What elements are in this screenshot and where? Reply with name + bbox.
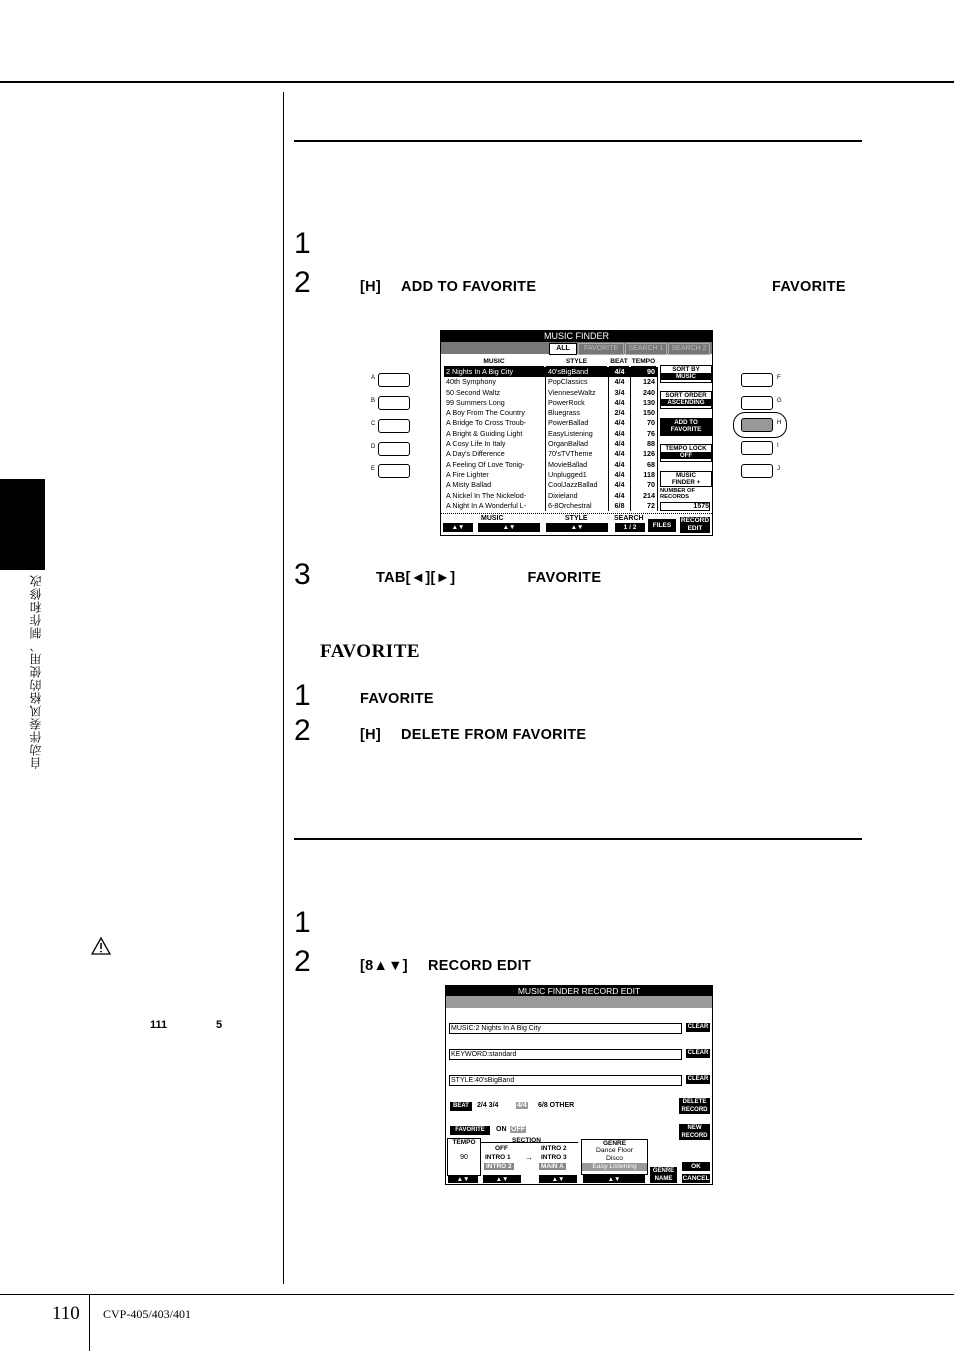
tempo-label: TEMPO [452, 1139, 476, 1146]
section-label: SECTION [512, 1137, 541, 1144]
list-item: 68 [647, 459, 655, 469]
col-header-style: STYLE [546, 358, 607, 367]
list-item: 4/4 [614, 439, 625, 449]
list-item: 214 [643, 490, 655, 500]
beat-label: BEAT [450, 1102, 472, 1111]
style-up-down[interactable]: ▲▼ [546, 523, 608, 532]
list-item[interactable]: 70'sTVTheme [548, 449, 593, 459]
screen-title: MUSIC FINDER RECORD EDIT [446, 986, 712, 996]
button-ref: RECORD EDIT [427, 958, 532, 974]
list-item: 2/4 [614, 408, 625, 418]
favorite-label: FAVORITE [450, 1126, 490, 1135]
list-item[interactable]: PowerBallad [548, 418, 589, 428]
hw-button-i[interactable] [741, 441, 773, 455]
hw-label: C [371, 421, 376, 427]
list-item[interactable]: A Night In A Wonderful L- [446, 500, 527, 510]
records-count: 1575 [660, 502, 710, 511]
genre-up-down[interactable]: ▲▼ [583, 1175, 645, 1183]
section-item[interactable]: INTRO 2 [541, 1145, 567, 1152]
genre-item: Disco [606, 1155, 623, 1162]
button-line: TEMPO LOCK [665, 445, 707, 452]
list-item: 4/4 [614, 469, 625, 479]
col-header-tempo: TEMPO [631, 358, 656, 365]
page-ref: 5 [216, 1019, 223, 1031]
model-name: CVP-405/403/401 [103, 1307, 192, 1321]
list-item: 4/4 [614, 449, 625, 459]
genre-item: Dance Floor [595, 1147, 634, 1154]
tempo-column [631, 367, 658, 511]
button-line: NAME [654, 1176, 673, 1182]
step-number: 1 [294, 679, 311, 712]
list-item: 4/4 [614, 480, 625, 490]
section2-rule [294, 838, 862, 840]
list-item: 4/4 [614, 459, 625, 469]
list-item: 88 [647, 439, 655, 449]
bottom-label-search: SEARCH [614, 515, 644, 522]
beat-column [609, 367, 631, 511]
list-item[interactable]: 40'sBigBand [546, 367, 608, 377]
music-up-down-1[interactable]: ▲▼ [443, 523, 473, 532]
list-item[interactable]: 40th Symphony [446, 377, 496, 387]
genre-name-button[interactable] [650, 1167, 677, 1183]
list-item: 70 [647, 480, 655, 490]
bottom-label-style: STYLE [565, 515, 588, 522]
chapter-tab [0, 479, 45, 570]
tab-bar [441, 342, 712, 354]
list-item[interactable]: OrganBallad [548, 439, 588, 449]
list-item: 118 [643, 469, 655, 479]
step-text [360, 727, 606, 743]
button-line: MUSIC [676, 472, 696, 479]
button-line: SORT ORDER [665, 392, 707, 399]
list-item[interactable]: 50 Second Waltz [446, 387, 501, 397]
button-ref: DELETE FROM FAVORITE [401, 727, 587, 743]
list-item[interactable]: EasyListening [548, 428, 593, 438]
genre-box[interactable] [581, 1139, 648, 1175]
beat-options[interactable]: 2/4 3/4 [477, 1102, 499, 1109]
list-item[interactable]: 6-8Orchestral [548, 500, 592, 510]
section-item[interactable]: MAIN A [541, 1163, 564, 1170]
hw-button-e[interactable] [378, 464, 410, 478]
list-item[interactable]: Dixieland [548, 490, 578, 500]
button-line: RECORD [681, 1133, 708, 1139]
music-finder-plus-button[interactable] [660, 471, 712, 487]
favorite-off[interactable]: OFF [511, 1126, 525, 1133]
keyword-field[interactable]: KEYWORD:standard [449, 1049, 682, 1060]
button-ref: FAVORITE [527, 570, 602, 586]
list-item[interactable]: A Feeling Of Love Tonig- [446, 459, 525, 469]
section-item[interactable]: OFF [495, 1145, 508, 1152]
section-up-down-1[interactable]: ▲▼ [483, 1175, 521, 1183]
favorite-on[interactable]: ON [496, 1126, 507, 1133]
hw-label: E [371, 466, 376, 472]
list-item: 240 [643, 387, 655, 397]
list-item: 124 [643, 377, 655, 387]
list-item[interactable]: A Misty Ballad [446, 480, 492, 490]
button-line: MUSIC [661, 373, 711, 380]
list-item: 4/4 [614, 418, 625, 428]
hw-label: B [371, 398, 376, 404]
add-to-favorite-button[interactable] [660, 418, 712, 436]
list-item[interactable]: 2 Nights In A Big City [444, 367, 545, 377]
step-text: FAVORITE [360, 691, 434, 707]
list-item: 76 [647, 428, 655, 438]
hw-button-g[interactable] [741, 396, 773, 410]
tempo-up-down[interactable]: ▲▼ [448, 1175, 478, 1183]
list-item: 150 [643, 408, 655, 418]
button-line: RECORD [681, 1107, 708, 1113]
section-item[interactable]: INTRO 3 [541, 1154, 567, 1161]
list-item: 4/4 [614, 490, 625, 500]
tab-search1[interactable]: SEARCH 1 [625, 343, 667, 355]
list-item[interactable]: PopClassics [548, 377, 588, 387]
hw-label: A [371, 375, 376, 381]
col-header-music: MUSIC [444, 358, 544, 367]
hw-button-h[interactable] [741, 418, 773, 432]
list-item: 90 [631, 367, 657, 377]
record-edit-screen [445, 985, 713, 1185]
hw-label: F [777, 375, 781, 381]
hw-button-c[interactable] [378, 419, 410, 433]
button-line: ASCENDING [661, 399, 711, 406]
tempo-box[interactable] [447, 1138, 481, 1176]
hw-button-b[interactable] [378, 396, 410, 410]
step-text [360, 958, 551, 974]
search-page[interactable]: 1 / 2 [615, 523, 645, 532]
step-number: 3 [294, 558, 311, 591]
genre-selected: Easy Listening [582, 1163, 647, 1171]
button-line: ADD TO [674, 419, 698, 426]
list-item[interactable]: 99 Summers Long [446, 397, 505, 407]
hw-button-f[interactable] [741, 373, 773, 387]
button-ref: [H] [360, 279, 382, 295]
hw-button-j[interactable] [741, 464, 773, 478]
hw-button-a[interactable] [378, 373, 410, 387]
tab-all[interactable]: ALL [549, 343, 577, 355]
clear-music-button[interactable]: CLEAR [687, 1024, 709, 1030]
list-item[interactable]: CoolJazzBallad [548, 480, 598, 490]
list-item: 126 [643, 449, 655, 459]
list-item: 4/4 [614, 428, 625, 438]
screen-title: MUSIC FINDER [441, 331, 712, 342]
button-line: GENRE [652, 1168, 675, 1174]
button-line: RECORD [680, 517, 710, 524]
button-ref: TAB[◄][►] [376, 570, 456, 586]
sort-by-button[interactable] [660, 365, 712, 383]
record-edit-button[interactable] [680, 517, 710, 533]
list-item[interactable]: VienneseWaltz [548, 387, 596, 397]
tempo-value: 90 [460, 1154, 468, 1161]
tab-search2[interactable]: SEARCH 2 [668, 343, 710, 355]
page-ref: 111 [150, 1019, 168, 1031]
list-item: 130 [643, 397, 655, 407]
list-item[interactable]: A Cosy Life In Italy [446, 439, 506, 449]
section1-rule [294, 140, 862, 142]
style-field[interactable]: STYLE:40'sBigBand [449, 1075, 682, 1086]
section-up-down-2[interactable]: ▲▼ [539, 1175, 577, 1183]
list-item: 6/8 [614, 500, 625, 510]
hw-button-d[interactable] [378, 442, 410, 456]
button-line: NEW [687, 1125, 702, 1131]
hw-label: H [777, 420, 782, 426]
step-text: FAVORITE [772, 279, 846, 295]
files-button[interactable]: FILES [648, 519, 676, 532]
tempo-lock-button[interactable] [660, 444, 712, 462]
subsection-heading: FAVORITE [320, 641, 421, 662]
section-item[interactable]: INTRO 1 [485, 1154, 511, 1161]
list-item: 70 [647, 418, 655, 428]
page-number: 110 [52, 1303, 80, 1324]
list-item[interactable]: A Day's Difference [446, 449, 505, 459]
button-line: FINDER + [671, 479, 701, 486]
beat-more[interactable]: 6/8 OTHER [538, 1102, 575, 1109]
col-header-beat: BEAT [610, 358, 628, 365]
button-ref: [H] [360, 727, 382, 743]
step-number: 2 [294, 945, 311, 978]
cancel-button[interactable]: CANCEL [682, 1175, 710, 1182]
section-arrow: → [525, 1153, 533, 1162]
sort-order-button[interactable] [660, 391, 712, 409]
music-field[interactable]: MUSIC:2 Nights In A Big City [449, 1023, 682, 1034]
button-line: OFF [661, 452, 711, 459]
music-up-down-2[interactable]: ▲▼ [478, 523, 540, 532]
section-selected[interactable]: INTRO 2 [486, 1163, 512, 1170]
list-item[interactable]: A Nickel In The Nickelod- [446, 490, 527, 500]
style-column [546, 367, 609, 511]
header-rule [0, 81, 954, 83]
clear-style-button[interactable]: CLEAR [687, 1076, 709, 1082]
new-record-button[interactable] [679, 1124, 710, 1140]
button-ref: ADD TO FAVORITE [401, 279, 537, 295]
list-item: 3/4 [614, 387, 625, 397]
list-item: 72 [647, 500, 655, 510]
step-text [360, 279, 556, 295]
hw-label: I [777, 443, 779, 449]
list-item[interactable]: A Boy From The Country [446, 408, 525, 418]
button-line: FAVORITE [670, 426, 702, 433]
list-item[interactable]: Bluegrass [548, 408, 580, 418]
subheader-bar [446, 996, 712, 1008]
list-item[interactable]: Unplugged1 [548, 469, 587, 479]
records-label: NUMBER OF RECORDS [660, 488, 696, 500]
footer-rule [0, 1294, 954, 1295]
list-item: 4/4 [614, 397, 625, 407]
hw-label: D [371, 444, 376, 450]
beat-selected[interactable]: 4/4 [517, 1102, 527, 1109]
list-item: 4/4 [609, 367, 630, 377]
list-item[interactable]: PowerRock [548, 397, 585, 407]
step-number: 1 [294, 906, 311, 939]
ok-button[interactable]: OK [682, 1162, 710, 1171]
list-item[interactable]: A Fire Lighter [446, 469, 489, 479]
footer-divider [89, 1294, 90, 1351]
delete-record-button[interactable] [679, 1098, 710, 1114]
list-item: 4/4 [614, 377, 625, 387]
button-ref: [8▲▼] [360, 958, 408, 974]
bottom-label-music: MUSIC [481, 515, 504, 522]
tab-favorite[interactable]: FAVORITE [578, 343, 624, 355]
music-finder-screen [440, 330, 713, 536]
hw-label: G [777, 398, 782, 404]
list-item[interactable]: A Bridge To Cross Troub- [446, 418, 527, 428]
hw-label: J [777, 466, 780, 472]
clear-keyword-button[interactable]: CLEAR [687, 1050, 709, 1056]
button-line: DELETE [682, 1099, 707, 1105]
warning-icon [91, 937, 111, 955]
music-column [444, 367, 546, 511]
genre-label: GENRE [602, 1140, 627, 1147]
chapter-title-vertical: 自动伴奏风格的使用、制作和修改 [29, 574, 43, 769]
list-item[interactable]: MovieBallad [548, 459, 588, 469]
step-number: 2 [294, 714, 311, 747]
button-line: EDIT [687, 525, 703, 532]
list-item[interactable]: A Bright & Guiding Light [446, 428, 523, 438]
button-line: SORT BY [672, 366, 700, 373]
step-text [376, 570, 621, 586]
step-number: 2 [294, 266, 311, 299]
step-number: 1 [294, 227, 311, 260]
column-divider [283, 92, 284, 1284]
